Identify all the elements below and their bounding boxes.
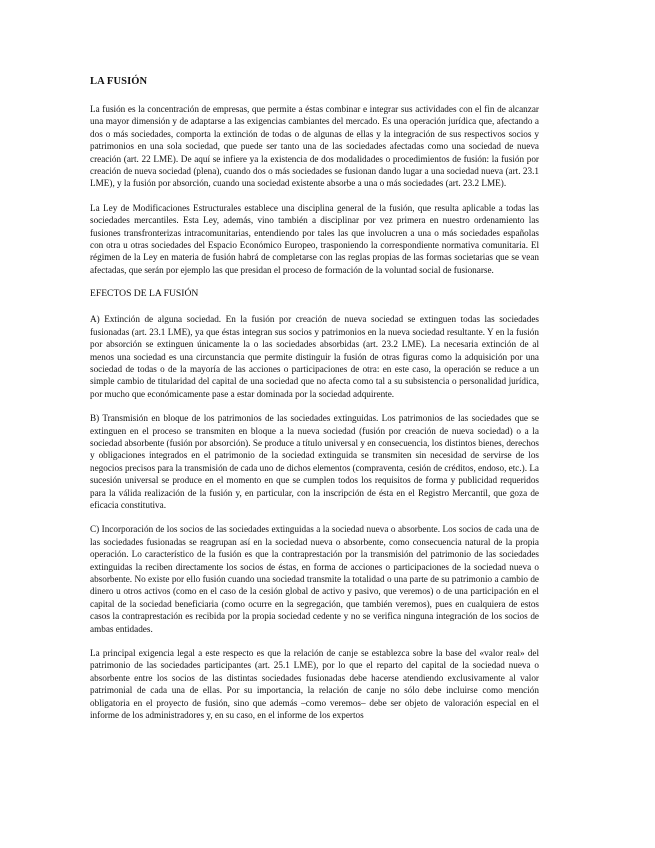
intro-paragraph-1: La fusión es la concentración de empresas, que permite a éstas combinar e integrar sus actividades con el fin de alcanzar una mayor dimensión y de adaptarse a las exigencias cambiantes del mercado. Es una operación jurídica que, afectando a dos o más sociedades, comporta la extinción de todas o de algunas de ellas y la integración de sus respectivos socios y patrimonios en una sola sociedad, que puede ser tanto una de las sociedades afectadas como una sociedad de nueva creación (art. 22 LME). De aquí se infiere ya la existencia de dos modalidades o procedimientos de fusión: la fusión por creación de nueva sociedad (plena), cuando dos o más sociedades se fusionan dando lugar a una sociedad nueva (art. 23.1 LME), y la fusión por absorción, cuando una sociedad existente absorbe a una o más sociedades (art. 23.2 LME). [90,104,539,189]
document-content [90,76,539,733]
document-title: LA FUSIÓN [90,76,148,87]
effect-paragraph-b: B) Transmisión en bloque de los patrimonios de las sociedades extinguidas. Los patrimonios de las sociedades que se extinguen en el proceso se transmiten en bloque a la nueva sociedad (fusión por creación de nueva sociedad) o a la sociedad absorbente (fusión por absorción). Se produce a título universal y en consecuencia, los distintos bienes, derechos y obligaciones integrados en el patrimonio de la sociedad extinguida se transmiten sin necesidad de servirse de los negocios precisos para la transmisión de cada uno de dichos elementos (compraventa, cesión de créditos, endoso, etc.). La sucesión universal se produce en el momento en que se cumplen todos los requisitos de forma y publicidad requeridos para la válida realización de la fusión y, en particular, con la inscripción de ésta en el Registro Mercantil, que goza de eficacia constitutiva. [90,413,540,510]
effect-paragraph-c: C) Incorporación de los socios de las sociedades extinguidas a la sociedad nueva o absorbente. Los socios de cada una de las sociedades fusionadas se reagrupan así en la sociedad nueva o absorbente, como consecuencia natural de la propia operación. Lo característico de la fusión es que la contraprestación por la transmisión del patrimonio de las sociedades extinguidas la reciben directamente los socios de éstas, en forma de acciones o participaciones de la sociedad nueva o absorbente. No existe por ello fusión cuando una sociedad transmite la totalidad o una parte de su patrimonio a cambio de dinero u otros activos (como en el caso de la cesión global de activo y pasivo, que veremos) o de una participación en el capital de la sociedad beneficiaria (como ocurre en la segregación, que también veremos), pues en cualquiera de estos casos la contraprestación es recibida por la propia sociedad cedente y no se verifica ninguna integración de los socios de ambas entidades. [90,524,539,634]
intro-paragraph-2: La Ley de Modificaciones Estructurales establece una disciplina general de la fusión, que resulta aplicable a todas las sociedades mercantiles. Esta Ley, además, vino también a disciplinar por vez primera en nuestro ordenamiento las fusiones transfronterizas intracomunitarias, entendiendo por tales las que involucren a una o más sociedades españolas con otra u otras sociedades del Espacio Económico Europeo, trasponiendo la correspondiente normativa comunitaria. El régimen de la Ley en materia de fusión habrá de completarse con las reglas propias de las formas societarias que se vean afectadas, que serán por ejemplo las que presidan el proceso de formación de la voluntad social de fusionarse. [90,202,539,275]
exchange-ratio-paragraph: La principal exigencia legal a este respecto es que la relación de canje se establezca sobre la base del «valor real» del patrimonio de las sociedades participantes (art. 25.1 LME), por lo que el reparto del capital de la sociedad nueva o absorbente entre los socios de las distintas sociedades fusionadas debe hacerse atendiendo exclusivamente al valor patrimonial de cada una de ellas. Por su importancia, la relación de canje no sólo debe incluirse como mención obligatoria en el proyecto de fusión, sino que además –como veremos– debe ser objeto de valoración especial en el informe de los administradores y, en su caso, en el informe de los expertos [90,648,539,721]
effect-paragraph-a: A) Extinción de alguna sociedad. En la fusión por creación de nueva sociedad se extinguen todas las sociedades fusionadas (art. 23.1 LME), ya que éstas integran sus socios y patrimonios en la nueva sociedad resultante. Y en la fusión por absorción se extinguen únicamente la o las sociedades absorbidas (art. 23.2 LME). La necesaria extinción de al menos una sociedad es una circunstancia que permite distinguir la fusión de otras figuras como la adquisición por una sociedad de todas o de la mayoría de las acciones o participaciones de otra: en este caso, la operación se reduce a un simple cambio de titularidad del capital de una sociedad que no afecta como tal a su subsistencia o personalidad jurídica, por mucho que económicamente pase a estar dominada por la sociedad adquirente. [90,314,539,399]
section-title-efectos: EFECTOS DE LA FUSIÓN [90,288,199,300]
